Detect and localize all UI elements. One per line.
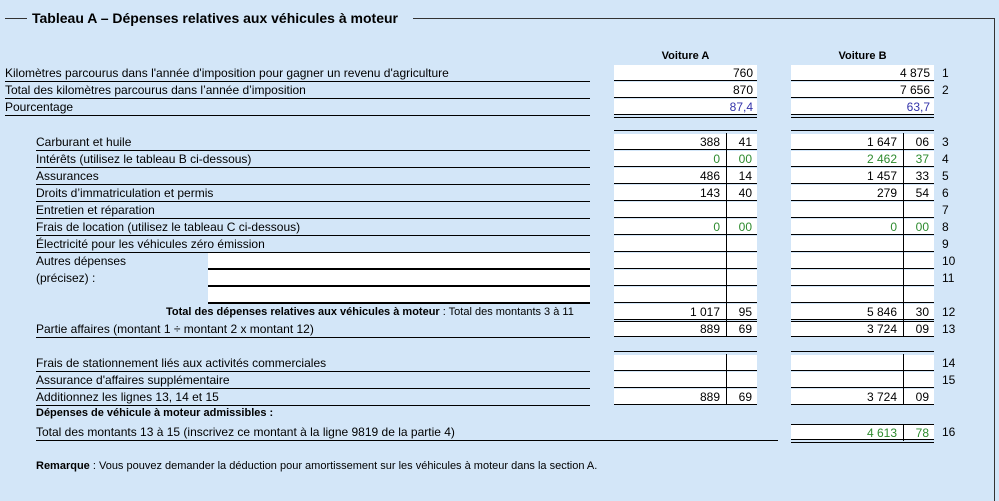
line-number: 3 xyxy=(942,135,949,149)
row-label-registration: Droits d’immatriculation et permis xyxy=(36,186,214,200)
line-number: 5 xyxy=(942,169,949,183)
cents-separator xyxy=(726,184,727,201)
cents-separator xyxy=(726,269,727,286)
amount-dollars: 0 xyxy=(890,220,897,234)
row-label-km-total: Total des kilomètres parcourus dans l’année d’imposition xyxy=(5,83,306,97)
field-car-a-percentage: 87,4 xyxy=(614,99,757,115)
row-label-add-lines: Additionnez les lignes 13, 14 et 15 xyxy=(36,390,219,404)
row-label-interest: Intérêts (utilisez le tableau B ci-dessous) xyxy=(36,152,252,166)
remark-note xyxy=(36,460,597,472)
field-car-a-r16[interactable] xyxy=(614,355,757,371)
line-number: 8 xyxy=(942,220,949,234)
amount-dollars: 1 457 xyxy=(866,169,897,183)
cents-separator xyxy=(726,303,727,320)
field-car-a-r4[interactable] xyxy=(614,134,757,150)
field-car-a-r7[interactable] xyxy=(614,185,757,201)
row-label-electricity: Électricité pour les véhicules zéro émission xyxy=(36,237,265,251)
row-label-admissible-total: Total des montants 13 à 15 (inscrivez ce montant à la ligne 9819 de la partie 4) xyxy=(36,425,455,439)
row-underline xyxy=(5,98,590,99)
cents-separator xyxy=(726,133,727,150)
other-expenses-description-2[interactable] xyxy=(208,270,590,286)
field-car-a-r8[interactable] xyxy=(614,202,757,218)
line-number: 7 xyxy=(942,203,949,217)
cents-separator xyxy=(903,269,904,286)
double-underline xyxy=(614,117,757,118)
row-label-total-expenses xyxy=(166,304,574,320)
cents-separator xyxy=(726,150,727,167)
row-label-rental: Frais de location (utilisez le tableau C ci-dessous) xyxy=(36,220,301,234)
amount-cents: 09 xyxy=(915,390,929,404)
frame-border-top-right xyxy=(413,18,995,19)
row-label-percentage: Pourcentage xyxy=(5,100,74,114)
amount-cents: 40 xyxy=(738,186,752,200)
double-underline xyxy=(791,321,934,322)
amount-cents: 00 xyxy=(915,220,929,234)
field-car-b-r5 xyxy=(791,151,934,167)
column-header-car-a: Voiture A xyxy=(661,50,710,62)
amount-dollars: 1 017 xyxy=(689,305,720,319)
amount-dollars: 143 xyxy=(699,186,720,200)
row-label-other-1: Autres dépenses xyxy=(36,254,127,268)
amount-dollars: 3 724 xyxy=(866,390,897,404)
field-car-a-r12[interactable] xyxy=(614,270,757,286)
frame-border-right xyxy=(994,18,995,501)
amount-cents: 30 xyxy=(915,305,929,319)
cents-separator xyxy=(903,252,904,269)
amount-dollars: 279 xyxy=(876,186,897,200)
field-car-b-r14 xyxy=(791,304,934,320)
amount-cents: 54 xyxy=(915,186,929,200)
line-number: 14 xyxy=(942,356,956,370)
field-car-a-r14 xyxy=(614,304,757,320)
row-label-business-part: Partie affaires (montant 1 ÷ montant 2 x montant 12) xyxy=(36,322,314,336)
column-header-car-b: Voiture B xyxy=(838,50,887,62)
double-underline xyxy=(791,117,934,118)
other-expenses-description-1[interactable] xyxy=(208,253,590,269)
field-car-a-km-total[interactable]: 870 xyxy=(614,82,757,98)
row-label-extra-insurance: Assurance d'affaires supplémentaire xyxy=(36,373,230,387)
line-number: 16 xyxy=(942,425,956,439)
cents-separator xyxy=(726,218,727,235)
field-car-b-r9 xyxy=(791,219,934,235)
row-label-admissible-heading: Dépenses de véhicule à moteur admissibles : xyxy=(36,407,274,419)
field-car-a-r10[interactable] xyxy=(614,236,757,252)
line-number: 1 xyxy=(942,66,949,80)
table-title: Tableau A – Dépenses relatives aux véhicules à moteur xyxy=(32,10,398,26)
cents-separator xyxy=(726,371,727,388)
amount-cents: 00 xyxy=(738,220,752,234)
field-car-a-r18 xyxy=(614,389,757,405)
section-top-line xyxy=(791,351,934,352)
field-car-a-r11[interactable] xyxy=(614,253,757,269)
cents-separator xyxy=(726,235,727,252)
cents-separator xyxy=(903,218,904,235)
field-car-b-r4[interactable] xyxy=(791,134,934,150)
cents-separator xyxy=(903,133,904,150)
section-top-line xyxy=(614,351,757,352)
amount-cents: 41 xyxy=(738,135,752,149)
amount-cents: 95 xyxy=(738,305,752,319)
amount-dollars: 0 xyxy=(713,220,720,234)
field-car-b-r7[interactable] xyxy=(791,185,934,201)
cents-separator xyxy=(903,388,904,405)
row-label-km-business: Kilomètres parcourus dans l'année d'imposition pour gagner un revenu d'agriculture xyxy=(5,66,449,80)
cents-separator xyxy=(726,167,727,184)
cents-separator xyxy=(903,201,904,218)
line-number: 4 xyxy=(942,152,949,166)
amount-dollars: 4 613 xyxy=(866,426,897,440)
cents-separator xyxy=(726,286,727,303)
cents-separator xyxy=(903,286,904,303)
row-underline xyxy=(36,167,590,168)
double-underline xyxy=(791,442,934,443)
field-car-a-r13[interactable] xyxy=(614,287,757,303)
frame-border-top-left xyxy=(5,18,27,19)
field-car-b-r12[interactable] xyxy=(791,270,934,286)
line-number: 12 xyxy=(942,305,956,319)
row-label-insurance: Assurances xyxy=(36,169,99,183)
cents-separator xyxy=(903,424,904,441)
field-car-a-r9 xyxy=(614,219,757,235)
cents-separator xyxy=(903,303,904,320)
field-car-a-r6[interactable] xyxy=(614,168,757,184)
field-car-b-r13[interactable] xyxy=(791,287,934,303)
row-label-fuel: Carburant et huile xyxy=(36,135,132,149)
amount-dollars: 388 xyxy=(699,135,720,149)
line-number: 6 xyxy=(942,186,949,200)
field-car-a-r15 xyxy=(614,321,757,337)
amount-cents: 00 xyxy=(738,152,752,166)
cents-separator xyxy=(726,252,727,269)
double-underline xyxy=(614,321,757,322)
amount-dollars: 889 xyxy=(699,322,720,336)
amount-cents: 33 xyxy=(915,169,929,183)
field-car-a-km-business[interactable]: 760 xyxy=(614,65,757,81)
remark-label: Remarque xyxy=(36,460,90,472)
cents-separator xyxy=(726,354,727,371)
row-underline xyxy=(5,115,590,116)
amount-dollars: 3 724 xyxy=(866,322,897,336)
field-car-b-r18 xyxy=(791,389,934,405)
cents-separator xyxy=(903,184,904,201)
field-car-b-percentage: 63,7 xyxy=(791,99,934,115)
field-car-a-r5 xyxy=(614,151,757,167)
cents-separator xyxy=(726,388,727,405)
total-expenses-bold: Total des dépenses relatives aux véhicules à moteur xyxy=(166,306,440,318)
cents-separator xyxy=(903,320,904,337)
remark-text: : Vous pouvez demander la déduction pour amortissement sur les véhicules à moteur dans la section A. xyxy=(89,460,598,472)
field-car-b-r10[interactable] xyxy=(791,236,934,252)
line-number: 13 xyxy=(942,322,956,336)
section-top-line xyxy=(614,130,757,131)
amount-cents: 37 xyxy=(915,152,929,166)
amount-dollars: 486 xyxy=(699,169,720,183)
cents-separator xyxy=(903,371,904,388)
amount-cents: 69 xyxy=(738,390,752,404)
field-car-b-r6[interactable] xyxy=(791,168,934,184)
amount-cents: 69 xyxy=(738,322,752,336)
field-car-b-r11[interactable] xyxy=(791,253,934,269)
cents-separator xyxy=(903,235,904,252)
field-car-a-r17[interactable] xyxy=(614,372,757,388)
cents-separator xyxy=(726,320,727,337)
amount-dollars: 889 xyxy=(699,390,720,404)
row-label-parking: Frais de stationnement liés aux activités commerciales xyxy=(36,356,327,370)
amount-cents: 14 xyxy=(738,169,752,183)
amount-dollars: 5 846 xyxy=(866,305,897,319)
row-label-maintenance: Entretien et réparation xyxy=(36,203,155,217)
field-car-b-r8[interactable] xyxy=(791,202,934,218)
field-car-b-r16[interactable] xyxy=(791,355,934,371)
total-expenses-suffix: : Total des montants 3 à 11 xyxy=(439,306,574,318)
line-number: 11 xyxy=(942,271,955,285)
amount-dollars: 2 462 xyxy=(866,152,897,166)
field-car-b-km-total[interactable]: 7 656 xyxy=(791,82,934,98)
cents-separator xyxy=(726,201,727,218)
field-car-b-km-business[interactable]: 4 875 xyxy=(791,65,934,81)
field-car-b-r15 xyxy=(791,321,934,337)
line-number: 2 xyxy=(942,83,949,97)
amount-cents: 09 xyxy=(915,322,929,336)
line-number: 15 xyxy=(942,373,956,387)
field-car-b-r17[interactable] xyxy=(791,372,934,388)
section-top-line xyxy=(791,130,934,131)
row-underline xyxy=(36,440,778,441)
row-underline xyxy=(36,337,590,338)
amount-cents: 06 xyxy=(915,135,929,149)
field-car-b-r20 xyxy=(791,424,934,440)
other-expenses-description-3[interactable] xyxy=(208,287,590,303)
line-number: 9 xyxy=(942,237,949,251)
cents-separator xyxy=(903,150,904,167)
row-label-other-2: (précisez) : xyxy=(36,271,96,285)
amount-dollars: 1 647 xyxy=(866,135,897,149)
cents-separator xyxy=(903,167,904,184)
amount-cents: 78 xyxy=(915,426,929,440)
amount-dollars: 0 xyxy=(713,152,720,166)
line-number: 10 xyxy=(942,254,956,268)
cents-separator xyxy=(903,354,904,371)
